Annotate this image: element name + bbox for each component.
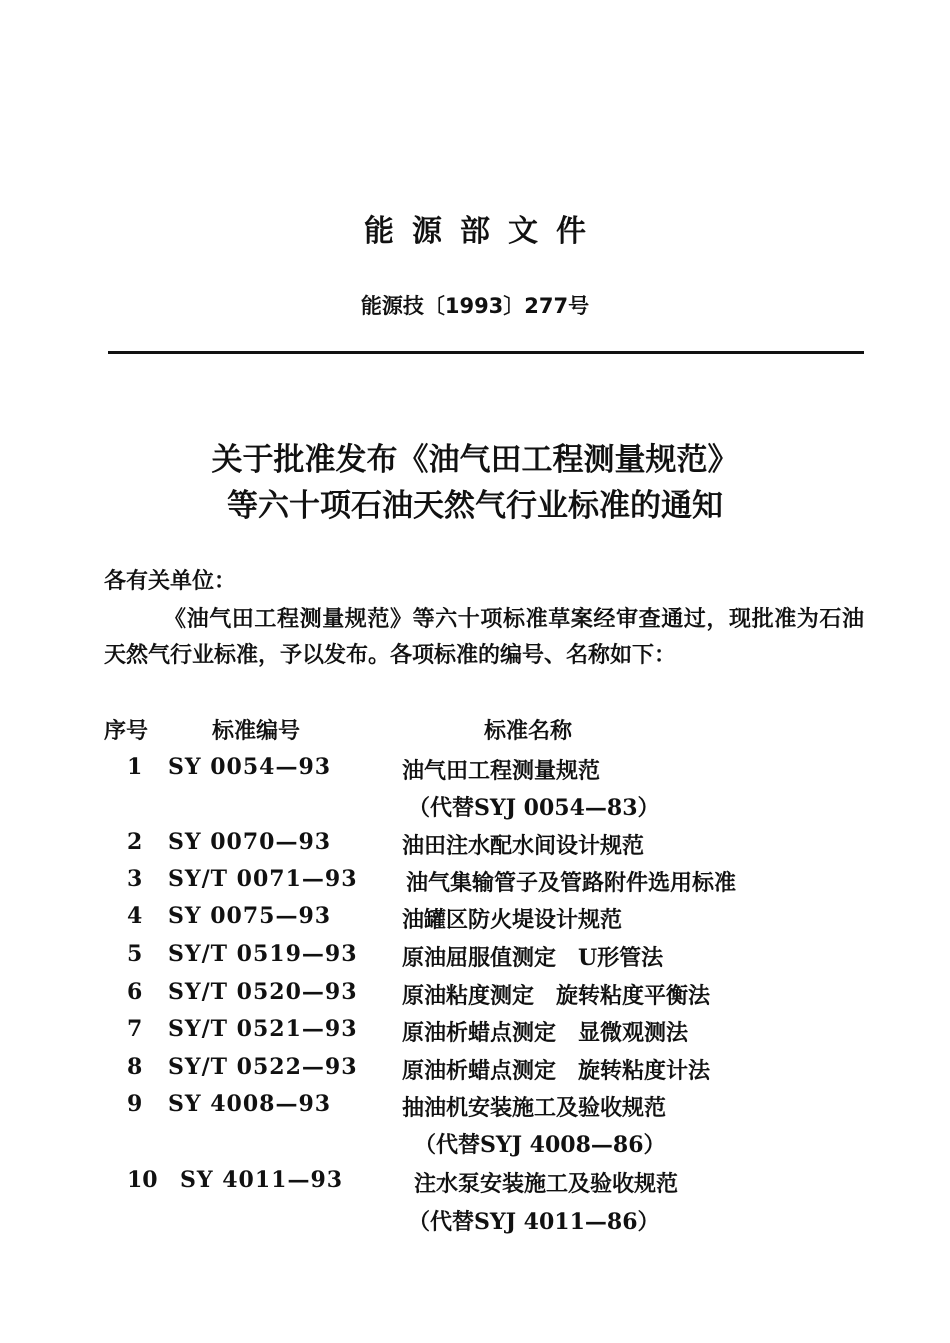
row-code: SY 0054—93 xyxy=(168,754,332,780)
row-note: （代替SYJ 4008—86） xyxy=(414,1132,666,1158)
row-number: 5 xyxy=(127,941,143,967)
body-paragraph: 《油气田工程测量规范》等六十项标准草案经审查通过，现批准为石油天然气行业标准，予以发布。各项标准的编号、名称如下： xyxy=(104,606,864,668)
row-code: SY/T 0521—93 xyxy=(168,1016,358,1042)
row-name: 原油屈服值测定 U形管法 xyxy=(402,945,664,971)
row-note: （代替SYJ 0054—83） xyxy=(408,795,660,821)
row-name: 油气集输管子及管路附件选用标准 xyxy=(406,870,737,896)
row-number: 7 xyxy=(127,1016,143,1042)
row-code: SY 0070—93 xyxy=(168,829,332,855)
row-name: 油田注水配水间设计规范 xyxy=(402,833,645,859)
document-number: 能源技〔1993〕277号 xyxy=(360,294,590,318)
row-number: 3 xyxy=(127,866,143,892)
row-number: 4 xyxy=(127,903,143,929)
row-name: 油罐区防火堤设计规范 xyxy=(402,907,623,933)
row-number: 8 xyxy=(127,1054,143,1080)
row-name: 油气田工程测量规范 xyxy=(402,758,601,784)
header-standard-name: 标准名称 xyxy=(484,718,573,744)
row-name: 原油析蜡点测定 旋转粘度计法 xyxy=(402,1058,711,1084)
row-number: 9 xyxy=(127,1091,143,1117)
notice-title-line-1: 关于批准发布《油气田工程测量规范》 xyxy=(211,442,739,478)
row-name: 原油粘度测定 旋转粘度平衡法 xyxy=(402,983,711,1009)
row-number: 6 xyxy=(127,979,143,1005)
row-number: 2 xyxy=(127,829,143,855)
row-code: SY 4008—93 xyxy=(168,1091,332,1117)
header-divider xyxy=(108,351,864,354)
row-code: SY 4011—93 xyxy=(180,1167,344,1193)
row-name: 原油析蜡点测定 显微观测法 xyxy=(402,1020,689,1046)
row-note: （代替SYJ 4011—86） xyxy=(408,1209,660,1235)
row-name: 抽油机安装施工及验收规范 xyxy=(402,1095,667,1121)
row-code: SY/T 0520—93 xyxy=(168,979,358,1005)
row-number: 1 xyxy=(127,754,143,780)
row-code: SY/T 0519—93 xyxy=(168,941,358,967)
issuer-heading: 能源部文件 xyxy=(364,214,604,249)
header-standard-code: 标准编号 xyxy=(212,718,301,744)
row-code: SY/T 0071—93 xyxy=(168,866,358,892)
header-serial-no: 序号 xyxy=(104,718,149,744)
row-code: SY 0075—93 xyxy=(168,903,332,929)
row-code: SY/T 0522—93 xyxy=(168,1054,358,1080)
row-name: 注水泵安装施工及验收规范 xyxy=(414,1171,679,1197)
row-number: 10 xyxy=(127,1167,158,1193)
notice-title-line-2: 等六十项石油天然气行业标准的通知 xyxy=(227,488,723,524)
salutation: 各有关单位： xyxy=(104,568,237,594)
